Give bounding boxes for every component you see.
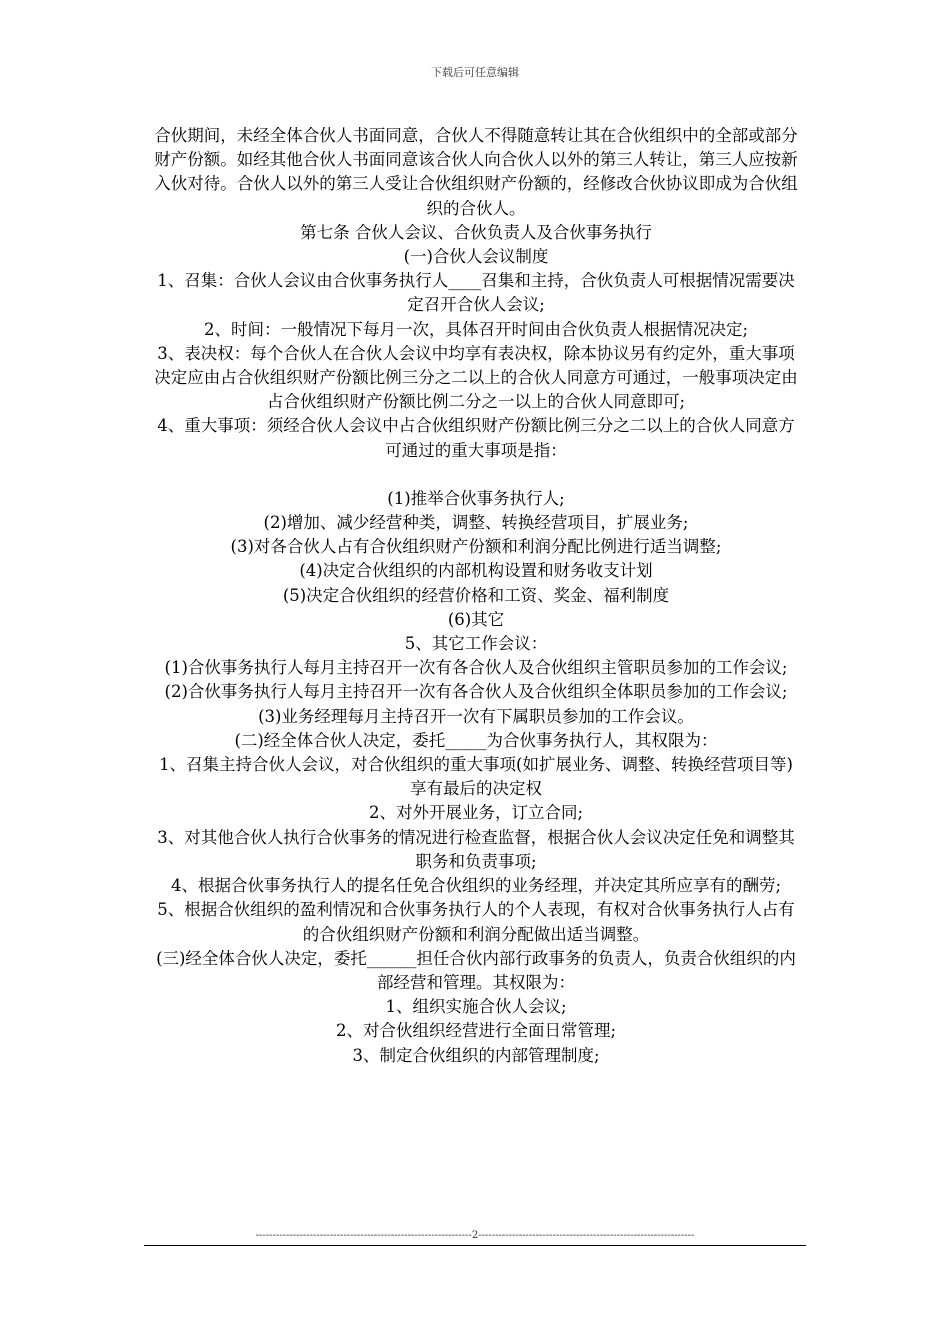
document-body xyxy=(152,124,800,1068)
voting-right-item: 3、表决权：每个合伙人在合伙人会议中均享有表决权，除本协议另有约定外，重大事项决定应由占合伙组织财产份额比例三分之二以上的合伙人同意方可通过，一般事项决定由占合伙组织财产份额比例二分之一以上的合伙人同意即可; xyxy=(154,343,798,412)
executor-power-2: 2、对外开展业务，订立合同; xyxy=(368,803,584,823)
executor-power-5: 5、根据合伙组织的盈利情况和合伙事务执行人的个人表现，有权对合伙事务执行人占有的合伙组织财产份额和利润分配做出适当调整。 xyxy=(157,900,795,944)
section-two-heading: (二)经全体合伙人决定，委托_____为合伙事务执行人，其权限为： xyxy=(234,730,718,750)
major-matter-5: (5)决定合伙组织的经营价格和工资、奖金、福利制度 xyxy=(282,585,670,605)
major-matter-6: (6)其它 xyxy=(447,609,505,629)
major-matter-3: (3)对各合伙人占有合伙组织财产份额和利润分配比例进行适当调整; xyxy=(230,537,722,557)
manager-power-3: 3、制定合伙组织的内部管理制度; xyxy=(352,1045,600,1065)
other-meeting-1: (1)合伙事务执行人每月主持召开一次有各合伙人及合伙组织主管职员参加的工作会议; xyxy=(164,658,788,678)
page-header-note: 下载后可任意编辑 xyxy=(431,66,519,79)
major-matter-2: (2)增加、减少经营种类，调整、转换经营项目，扩展业务; xyxy=(263,513,689,533)
paragraph-transfer-rule: 合伙期间，未经全体合伙人书面同意，合伙人不得随意转让其在合伙组织中的全部或部分财产份额。如经其他合伙人书面同意该合伙人向合伙人以外的第三人转让，第三人应按新入伙对待。合伙人以外的第三人受让合伙组织财产份额的，经修改合伙协议即成为合伙组织的合伙人。 xyxy=(154,126,798,218)
other-meetings-heading: 5、其它工作会议： xyxy=(404,634,548,654)
executor-power-1: 1、召集主持合伙人会议，对合伙组织的重大事项(如扩展业务、调整、转换经营项目等)享有最后的决定权 xyxy=(159,755,793,799)
section-three-heading: (三)经全体合伙人决定，委托______担任合伙内部行政事务的负责人，负责合伙组织的内部经营和管理。其权限为： xyxy=(156,948,796,992)
blank-line xyxy=(152,463,800,487)
major-matter-1: (1)推举合伙事务执行人; xyxy=(387,488,565,508)
meeting-convene-item: 1、召集：合伙人会议由合伙事务执行人____召集和主持，合伙负责人可根据情况需要决定召开合伙人会议; xyxy=(157,271,795,315)
other-meeting-2: (2)合伙事务执行人每月主持召开一次有各合伙人及合伙组织全体职员参加的工作会议; xyxy=(164,682,788,702)
major-matters-item: 4、重大事项：须经合伙人会议中占合伙组织财产份额比例三分之二以上的合伙人同意方可通过的重大事项是指： xyxy=(157,416,795,460)
executor-power-3: 3、对其他合伙人执行合伙事务的情况进行检查监督，根据合伙人会议决定任免和调整其职务和负责事项; xyxy=(157,827,795,871)
manager-power-2: 2、对合伙组织经营进行全面日常管理; xyxy=(335,1021,617,1041)
meeting-time-item: 2、时间：一般情况下每月一次，具体召开时间由合伙负责人根据情况决定; xyxy=(203,319,749,339)
executor-power-4: 4、根据合伙事务执行人的提名任免合伙组织的业务经理，并决定其所应享有的酬劳; xyxy=(170,876,782,896)
manager-power-1: 1、组织实施合伙人会议; xyxy=(385,997,567,1017)
page-number-marker: ----------------------------------------------------------------2---------------------------------------------------------------- xyxy=(255,1230,695,1241)
section-one-heading: (一)合伙人会议制度 xyxy=(403,247,549,267)
page-footer xyxy=(144,1229,806,1249)
major-matter-4: (4)决定合伙组织的内部机构设置和财务收支计划 xyxy=(299,561,653,581)
footer-rule xyxy=(144,1245,806,1246)
other-meeting-3: (3)业务经理每月主持召开一次有下属职员参加的工作会议。 xyxy=(258,706,694,726)
article-seven-heading: 第七条 合伙人会议、合伙负责人及合伙事务执行 xyxy=(300,222,652,242)
